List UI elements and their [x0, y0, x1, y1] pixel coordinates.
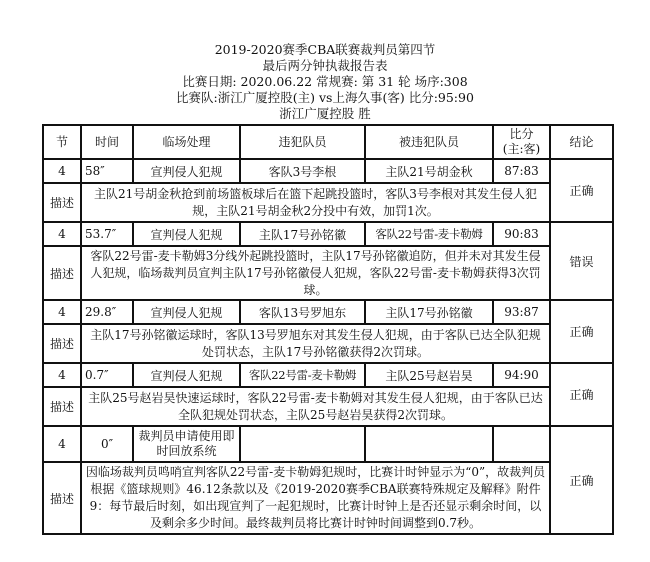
event-offender: 主队17号孙铭徽 [240, 222, 365, 246]
event-offended: 主队17号孙铭徽 [365, 300, 493, 324]
event-description: 主队21号胡金秋抢到前场篮板球后在篮下起跳投篮时，客队3号李根对其发生侵人犯规，主队21号胡金秋2分投中有效，加罚1次。 [81, 183, 550, 222]
event-description: 因临场裁判员鸣哨宣判客队22号雷-麦卡勒姆犯规时，比赛计时钟显示为“0”，故裁判员根据《篮球规则》46.12条款以及《2019-2020赛季CBA联赛特殊规定及解释》附件9：每节最后时刻，如出现宣判了一起犯规时，比赛计时钟上是否还显示剩余时间，以及剩余多少时间。最终裁判员将比赛计时钟时间调整到0.7秒。 [81, 462, 550, 534]
event-row [43, 159, 613, 183]
event-offended [365, 426, 493, 462]
event-desc-row [43, 324, 613, 363]
event-offender: 客队13号罗旭东 [240, 300, 365, 324]
event-score: 94:90 [493, 363, 550, 387]
event-offender: 客队22号雷-麦卡勒姆 [240, 363, 365, 387]
event-score: 93:87 [493, 300, 550, 324]
event-desc-row [43, 183, 613, 222]
event-offended: 主队25号赵岩昊 [365, 363, 493, 387]
event-time: 53.7″ [81, 222, 133, 246]
event-row [43, 363, 613, 387]
report-title: 2019-2020赛季CBA联赛裁判员第四节 [214, 42, 436, 57]
match-info: 比赛日期: 2020.06.22 常规赛: 第 31 轮 场序:308 [182, 74, 468, 89]
col-offender: 违犯队员 [240, 125, 365, 159]
event-conclusion: 错误 [550, 222, 613, 300]
event-description: 客队22号雷-麦卡勒姆3分线外起跳投篮时，主队17号孙铭徽追防，但并未对其发生侵人犯规，临场裁判员宣判主队17号孙铭徽侵人犯规，客队22号雷-麦卡勒姆获得3次罚球。 [81, 246, 550, 300]
table-header [43, 125, 613, 159]
event-desc-row [43, 462, 613, 534]
event-offended: 客队22号雷-麦卡勒姆 [365, 222, 493, 246]
event-row [43, 222, 613, 246]
event-offender: 客队3号李根 [240, 159, 365, 183]
event-score: 90:83 [493, 222, 550, 246]
event-score: 87:83 [493, 159, 550, 183]
col-conclusion: 结论 [550, 125, 613, 159]
desc-label: 描述 [43, 246, 81, 300]
desc-label: 描述 [43, 324, 81, 363]
col-period: 节 [43, 125, 81, 159]
report-subtitle: 最后两分钟执裁报告表 [262, 58, 388, 73]
event-time: 0″ [81, 426, 133, 462]
desc-label: 描述 [43, 183, 81, 222]
event-period: 4 [43, 363, 81, 387]
event-conclusion: 正确 [550, 300, 613, 363]
event-conclusion: 正确 [550, 363, 613, 426]
desc-label: 描述 [43, 387, 81, 426]
event-time: 58″ [81, 159, 133, 183]
event-time: 0.7″ [81, 363, 133, 387]
teams-score-line: 比赛队:浙江广厦控股(主) vs上海久事(客) 比分:95:90 [176, 90, 474, 105]
col-score: 比分 (主:客) [493, 125, 550, 159]
event-period: 4 [43, 300, 81, 324]
event-description: 主队17号孙铭徽运球时，客队13号罗旭东对其发生侵人犯规，由于客队已达全队犯规处罚状态，主队17号孙铭徽获得2次罚球。 [81, 324, 550, 363]
col-offended: 被违犯队员 [365, 125, 493, 159]
event-call: 宣判侵人犯规 [133, 363, 240, 387]
event-score [493, 426, 550, 462]
event-period: 4 [43, 222, 81, 246]
event-call: 宣判侵人犯规 [133, 300, 240, 324]
desc-label: 描述 [43, 462, 81, 534]
event-row [43, 300, 613, 324]
col-call: 临场处理 [133, 125, 240, 159]
event-desc-row [43, 387, 613, 426]
event-call: 宣判侵人犯规 [133, 222, 240, 246]
event-offender [240, 426, 365, 462]
event-call: 宣判侵人犯规 [133, 159, 240, 183]
event-call: 裁判员申请使用即时回放系统 [133, 426, 240, 462]
report-table [42, 124, 614, 535]
event-period: 4 [43, 426, 81, 462]
event-period: 4 [43, 159, 81, 183]
event-time: 29.8″ [81, 300, 133, 324]
event-conclusion: 正确 [550, 426, 613, 534]
match-result: 浙江广厦控股 胜 [279, 106, 371, 121]
event-row [43, 426, 613, 462]
event-desc-row [43, 246, 613, 300]
event-conclusion: 正确 [550, 159, 613, 222]
event-description: 主队25号赵岩昊快速运球时，客队22号雷-麦卡勒姆对其发生侵人犯规，由于客队已达全队犯规处罚状态，主队25号赵岩昊获得2次罚球。 [81, 387, 550, 426]
event-offended: 主队21号胡金秋 [365, 159, 493, 183]
col-time: 时间 [81, 125, 133, 159]
